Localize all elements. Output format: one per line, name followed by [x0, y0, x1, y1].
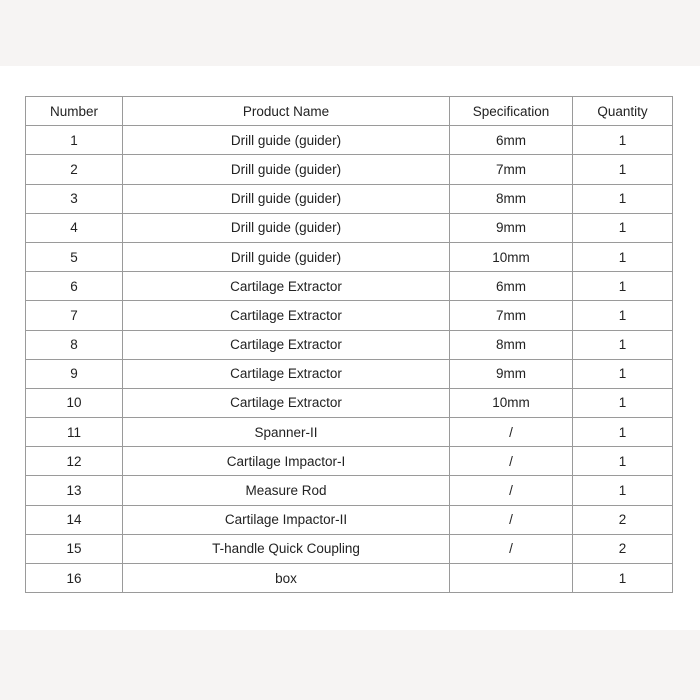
- table-row: [26, 564, 673, 593]
- cell-specification: 7mm: [450, 301, 573, 330]
- cell-number: 6: [26, 272, 123, 301]
- cell-specification: [450, 564, 573, 593]
- cell-number: 14: [26, 505, 123, 534]
- table-row: [26, 213, 673, 242]
- cell-specification: 8mm: [450, 330, 573, 359]
- table-row: [26, 301, 673, 330]
- cell-specification: /: [450, 476, 573, 505]
- table-row: [26, 242, 673, 271]
- cell-number: 9: [26, 359, 123, 388]
- cell-quantity: 1: [573, 155, 673, 184]
- table-row: [26, 505, 673, 534]
- cell-number: 16: [26, 564, 123, 593]
- cell-product-name: Cartilage Extractor: [123, 330, 450, 359]
- cell-specification: 8mm: [450, 184, 573, 213]
- cell-specification: /: [450, 447, 573, 476]
- cell-quantity: 1: [573, 330, 673, 359]
- table-row: [26, 359, 673, 388]
- table-row: [26, 126, 673, 155]
- cell-number: 7: [26, 301, 123, 330]
- cell-specification: 7mm: [450, 155, 573, 184]
- table-header-row: [26, 97, 673, 126]
- cell-product-name: Drill guide (guider): [123, 242, 450, 271]
- cell-product-name: Measure Rod: [123, 476, 450, 505]
- cell-product-name: Cartilage Extractor: [123, 301, 450, 330]
- cell-number: 5: [26, 242, 123, 271]
- cell-quantity: 1: [573, 418, 673, 447]
- cell-specification: 9mm: [450, 213, 573, 242]
- cell-specification: 9mm: [450, 359, 573, 388]
- cell-number: 12: [26, 447, 123, 476]
- cell-quantity: 1: [573, 476, 673, 505]
- cell-product-name: Cartilage Impactor-I: [123, 447, 450, 476]
- table-row: [26, 534, 673, 563]
- cell-quantity: 1: [573, 388, 673, 417]
- cell-quantity: 1: [573, 301, 673, 330]
- cell-product-name: Spanner-II: [123, 418, 450, 447]
- cell-quantity: 1: [573, 447, 673, 476]
- cell-number: 11: [26, 418, 123, 447]
- cell-number: 1: [26, 126, 123, 155]
- cell-product-name: Cartilage Extractor: [123, 359, 450, 388]
- cell-product-name: Drill guide (guider): [123, 184, 450, 213]
- cell-quantity: 1: [573, 126, 673, 155]
- table-row: [26, 418, 673, 447]
- cell-quantity: 2: [573, 505, 673, 534]
- header-specification: Specification: [450, 97, 573, 126]
- cell-specification: /: [450, 534, 573, 563]
- cell-quantity: 2: [573, 534, 673, 563]
- cell-quantity: 1: [573, 242, 673, 271]
- cell-number: 8: [26, 330, 123, 359]
- cell-number: 3: [26, 184, 123, 213]
- cell-specification: 6mm: [450, 126, 573, 155]
- cell-specification: /: [450, 418, 573, 447]
- cell-product-name: Drill guide (guider): [123, 213, 450, 242]
- document-sheet: [0, 66, 700, 630]
- cell-product-name: Drill guide (guider): [123, 126, 450, 155]
- cell-specification: 10mm: [450, 388, 573, 417]
- table-row: [26, 447, 673, 476]
- table-row: [26, 388, 673, 417]
- cell-quantity: 1: [573, 272, 673, 301]
- cell-number: 13: [26, 476, 123, 505]
- cell-quantity: 1: [573, 359, 673, 388]
- table-row: [26, 330, 673, 359]
- cell-quantity: 1: [573, 564, 673, 593]
- table-row: [26, 272, 673, 301]
- cell-number: 4: [26, 213, 123, 242]
- header-number: Number: [26, 97, 123, 126]
- cell-specification: 10mm: [450, 242, 573, 271]
- cell-product-name: Cartilage Extractor: [123, 388, 450, 417]
- cell-product-name: Drill guide (guider): [123, 155, 450, 184]
- cell-specification: /: [450, 505, 573, 534]
- cell-quantity: 1: [573, 213, 673, 242]
- table-row: [26, 184, 673, 213]
- cell-quantity: 1: [573, 184, 673, 213]
- cell-number: 15: [26, 534, 123, 563]
- header-quantity: Quantity: [573, 97, 673, 126]
- table-row: [26, 476, 673, 505]
- table-row: [26, 155, 673, 184]
- cell-number: 2: [26, 155, 123, 184]
- parts-list-table: [25, 96, 673, 593]
- cell-product-name: Cartilage Extractor: [123, 272, 450, 301]
- cell-product-name: box: [123, 564, 450, 593]
- header-product-name: Product Name: [123, 97, 450, 126]
- cell-specification: 6mm: [450, 272, 573, 301]
- cell-number: 10: [26, 388, 123, 417]
- cell-product-name: Cartilage Impactor-II: [123, 505, 450, 534]
- cell-product-name: T-handle Quick Coupling: [123, 534, 450, 563]
